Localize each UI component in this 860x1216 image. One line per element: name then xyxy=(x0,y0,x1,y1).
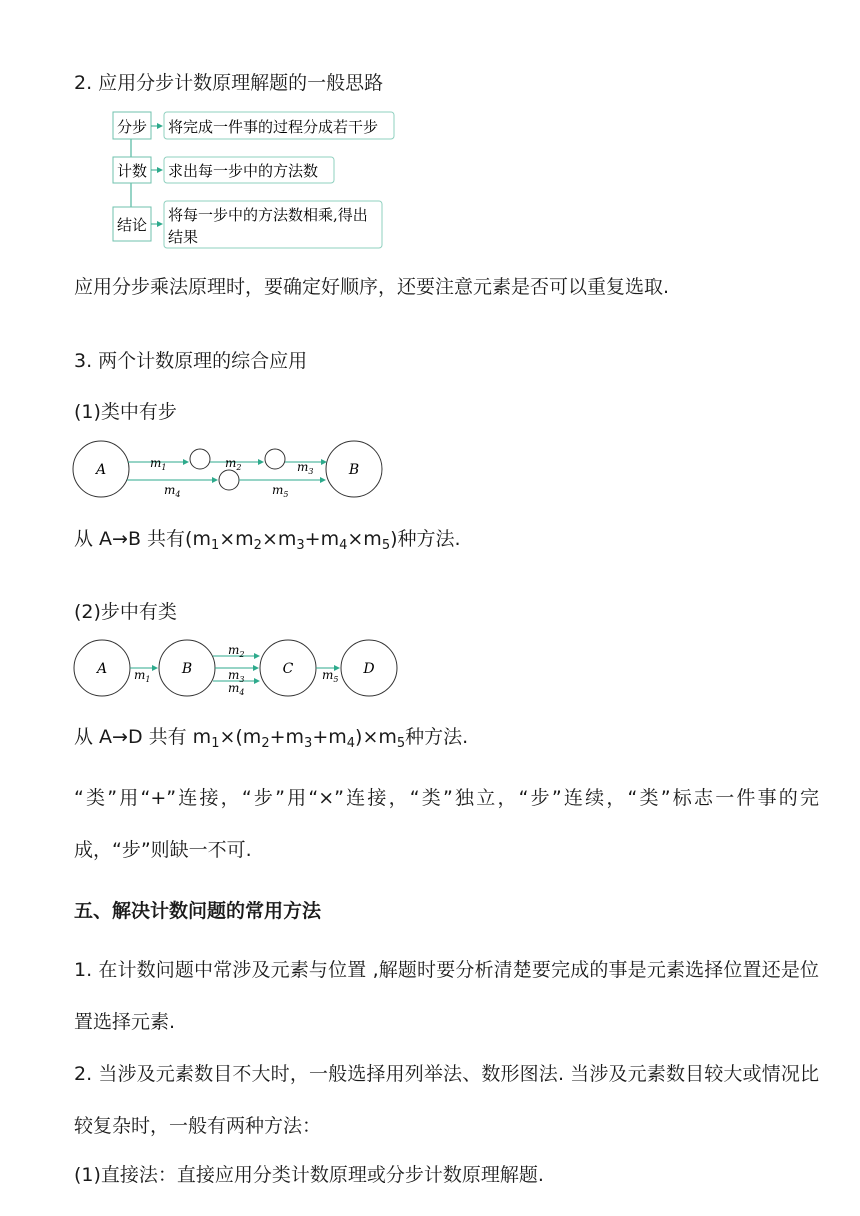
edge2-label-m1: m xyxy=(134,668,146,682)
edge2-label-m5: m xyxy=(322,668,334,682)
edge2-label-m4: m xyxy=(228,681,240,695)
edge-label-m4: m xyxy=(164,483,176,497)
edge-label-m2: m xyxy=(225,456,237,470)
formula-a-to-d: 从 A→D 共有 $m_1\times(m_2+m_3+m_4)\times m_5$种方法. xyxy=(74,726,469,751)
flow-desc-1: 将完成一件事的过程分成若干步 xyxy=(168,118,379,136)
svg-text:m5: $m_5$ xyxy=(272,483,289,499)
node-b2-label: B xyxy=(181,661,193,677)
edge2-label-m2: m xyxy=(228,643,240,657)
svg-text:m1: $m_1$ xyxy=(134,668,151,684)
svg-text:m3: $m_3$ xyxy=(228,668,245,684)
svg-text:m4: $m_4$ xyxy=(164,483,181,499)
svg-text:m2: $m_2$ xyxy=(225,456,242,472)
flow-tag-1: 分步 xyxy=(116,118,148,136)
note-class-vs-step: “类”用“+”连接，“步”用“×”连接，“类”独立，“步”连续，“类”标志一件事的完成，“步”则缺一不可. xyxy=(74,787,819,861)
diagram-steps-with-class xyxy=(72,638,402,700)
note-step-order: 应用分步乘法原理时，要确定好顺序，还要注意元素是否可以重复选取. xyxy=(74,276,670,298)
paragraph-2: 2. 当涉及元素数目不大时，一般选择用列举法、数形图法. 当涉及元素数目较大或情况比较复杂时，一般有两种方法： xyxy=(74,1063,819,1137)
edge-label-m3: m xyxy=(297,460,309,474)
node-a-label: A xyxy=(95,462,107,478)
sub-heading-2: (2)步中有类 xyxy=(74,601,177,623)
step-flow-diagram xyxy=(110,108,390,253)
flow-tag-3: 结论 xyxy=(116,216,148,234)
node-c-label: C xyxy=(282,661,294,677)
edge-label-m1: m xyxy=(150,456,162,470)
flow-tag-2: 计数 xyxy=(116,162,148,180)
flow-desc-3a: 将每一步中的方法数相乘,得出 xyxy=(168,206,368,224)
edge-label-m5: m xyxy=(272,483,284,497)
sub-heading-1: (1)类中有步 xyxy=(74,401,177,423)
node-d-label: D xyxy=(363,661,375,677)
svg-text:m2: $m_2$ xyxy=(228,643,245,659)
section-heading-2: 2. 应用分步计数原理解题的一般思路 xyxy=(74,72,384,94)
paragraph-3: (1)直接法：直接应用分类计数原理或分步计数原理解题. xyxy=(74,1164,544,1186)
flow-desc-3b: 结果 xyxy=(168,228,199,246)
flow-desc-2: 求出每一步中的方法数 xyxy=(168,162,319,180)
edge2-label-m3: m xyxy=(228,668,240,682)
svg-text:m4: $m_4$ xyxy=(228,681,245,697)
formula-a-to-b: 从 A→B 共有$(m_1\times m_2\times m_3+m_4\times m_5)$种方法. xyxy=(74,528,461,553)
node-a2-label: A xyxy=(96,661,108,677)
svg-text:m3: $m_3$ xyxy=(297,460,314,476)
section-heading-5: 五、解决计数问题的常用方法 xyxy=(74,900,322,922)
svg-text:m5: $m_5$ xyxy=(322,668,339,684)
diagram-class-with-steps xyxy=(72,438,388,500)
paragraph-1: 1. 在计数问题中常涉及元素与位置 ,解题时要分析清楚要完成的事是元素选择位置还是位置选择元素. xyxy=(74,959,819,1033)
node-b-label: B xyxy=(348,462,360,478)
svg-text:m1: $m_1$ xyxy=(150,456,167,472)
section-heading-3: 3. 两个计数原理的综合应用 xyxy=(74,350,308,372)
